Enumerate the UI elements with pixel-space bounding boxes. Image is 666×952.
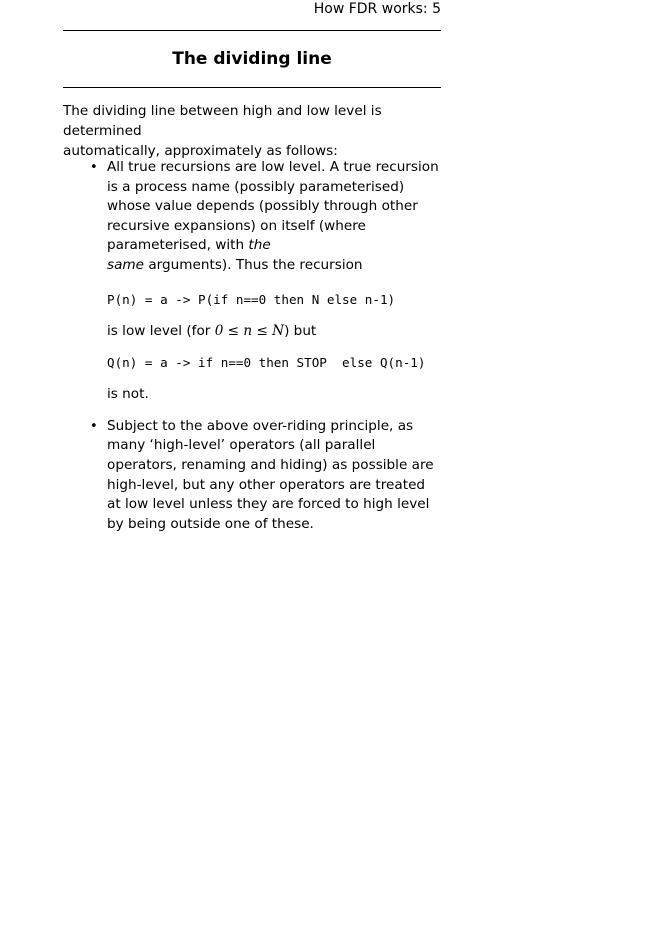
list-item — [63, 417, 443, 535]
list-item — [63, 158, 443, 405]
high-level-paragraph: Subject to the above over-riding principle, as many ‘high-level’ operators (all parallel operators, renaming and hiding) as possible are high-level, but any other operators are treated at low level unless they are forced to high level by being outside one of these. — [107, 417, 434, 532]
low-level-prefix: is low level (for — [107, 322, 215, 339]
intro-line-2: automatically, approximately as follows: — [63, 143, 338, 159]
bullet-list — [63, 158, 443, 534]
recursion-text-b: arguments). Thus the recursion — [144, 256, 363, 273]
low-level-line — [107, 322, 443, 342]
recursion-paragraph — [107, 158, 443, 276]
low-level-suffix: ) but — [284, 322, 317, 339]
recursion-text-a: All true recursions are low level. A true recursion is a process name (possibly parameterised) whose value depends (possibly through other recursive expansions) on itself (where parameterised, with — [107, 159, 439, 254]
intro-paragraph — [63, 101, 443, 161]
rule-bottom — [63, 87, 441, 88]
code-block-p: P(n) = a -> P(if n==0 then N else n-1) — [107, 291, 396, 307]
emphasis-the: the — [248, 237, 271, 254]
intro-line-1: The dividing line between high and low level is determined — [63, 103, 382, 139]
emphasis-same: same — [107, 256, 145, 273]
code-block-q: Q(n) = a -> if n==0 then STOP else Q(n-1) — [107, 355, 426, 371]
bullet-dot-icon: • — [90, 160, 98, 175]
section-title: The dividing line — [172, 49, 332, 69]
rule-top — [63, 30, 441, 31]
is-not-line: is not. — [107, 386, 149, 403]
math-expression: 0 ≤ n ≤ N — [214, 322, 285, 339]
running-header: How FDR works: 5 — [313, 1, 441, 17]
bullet-dot-icon: • — [90, 418, 98, 434]
